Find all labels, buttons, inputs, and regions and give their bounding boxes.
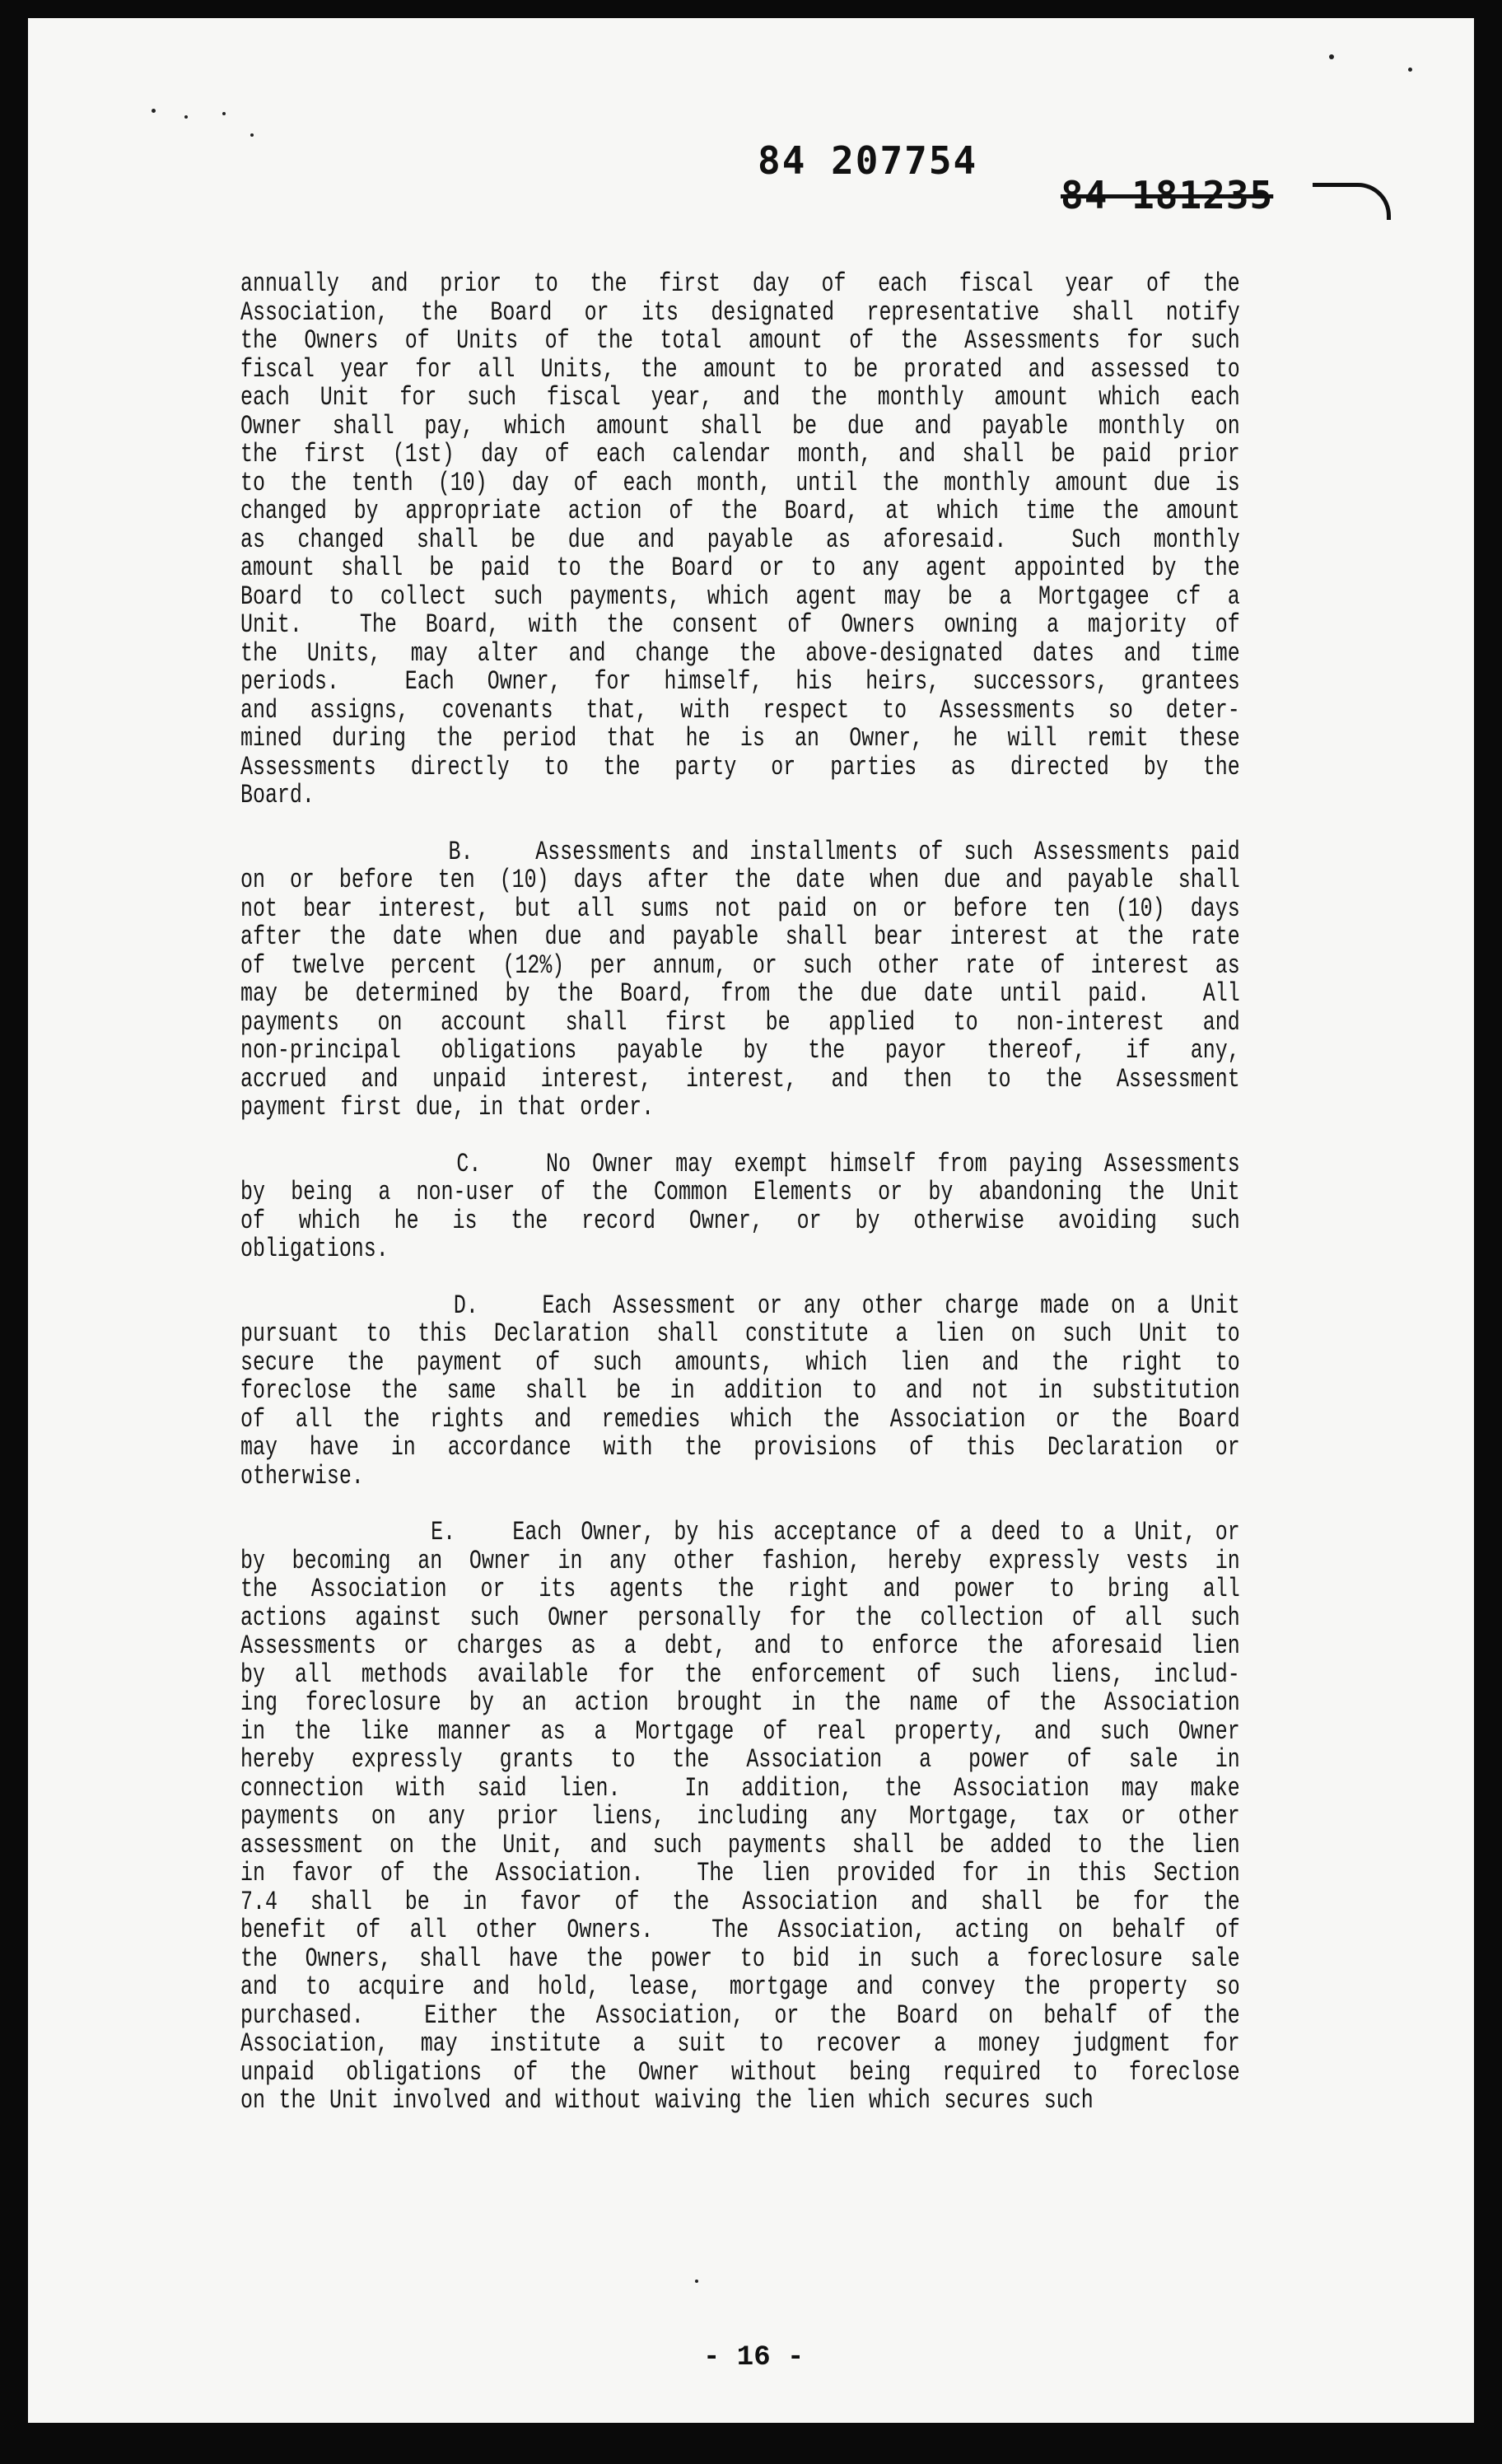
text-line: Association, may institute a suit to recover a money judgment for (240, 2030, 1240, 2059)
text-line: payment first due, in that order. (240, 1094, 655, 1122)
scan-speck (222, 112, 226, 115)
scan-speck (695, 2280, 698, 2283)
paragraph-c (240, 1150, 1240, 1264)
text-line: the Owners, shall have the power to bid in such a foreclosure sale (240, 1944, 1240, 1973)
text-line: on or before ten (10) days after the date when due and payable shall (240, 866, 1240, 895)
text-line: to the tenth (10) day of each month, until the monthly amount due is (240, 469, 1240, 497)
text-line: periods. Each Owner, for himself, his heirs, successors, grantees (240, 668, 1240, 697)
text-line: Owner shall pay, which amount shall be due and payable monthly on (240, 412, 1240, 441)
text-line: purchased. Either the Association, or the Board on behalf of the (240, 2001, 1240, 2030)
text-line: Unit. The Board, with the consent of Owners owning a majority of (240, 611, 1240, 640)
struck-recording-number: 84 181235 (1061, 173, 1274, 217)
text-line: Association, the Board or its designated representative shall notify (240, 298, 1240, 327)
text-line: and to acquire and hold, lease, mortgage and convey the property so (240, 1973, 1240, 2002)
scan-speck (1329, 54, 1334, 59)
text-line: after the date when due and payable shall bear interest at the rate (240, 923, 1240, 952)
text-line: benefit of all other Owners. The Association, acting on behalf of (240, 1916, 1240, 1945)
text-line: may have in accordance with the provisions of this Declaration or (240, 1434, 1240, 1463)
text-line: each Unit for such fiscal year, and the monthly amount which each (240, 384, 1240, 413)
text-line: payments on any prior liens, including any Mortgage, tax or other (240, 1803, 1240, 1832)
strike-through-mark (1313, 183, 1391, 220)
text-line: D. Each Assessment or any other charge made on a Unit (240, 1291, 1240, 1320)
text-line: in the like manner as a Mortgage of real property, and such Owner (240, 1717, 1240, 1746)
text-line: may be determined by the Board, from the due date until paid. All (240, 980, 1240, 1009)
text-line: changed by appropriate action of the Board, at which time the amount (240, 497, 1240, 526)
text-line: ing foreclosure by an action brought in the name of the Association (240, 1689, 1240, 1718)
scan-speck (184, 115, 188, 119)
text-line: connection with said lien. In addition, the Association may make (240, 1774, 1240, 1803)
text-line: by becoming an Owner in any other fashion, hereby expressly vests in (240, 1547, 1240, 1575)
text-line: otherwise. (240, 1462, 364, 1491)
text-line: Assessments or charges as a debt, and to enforce the aforesaid lien (240, 1632, 1240, 1661)
text-line: of twelve percent (12%) per annum, or such other rate of interest as (240, 951, 1240, 980)
text-line: 7.4 shall be in favor of the Association and shall be for the (240, 1888, 1240, 1916)
text-line: of all the rights and remedies which the Association or the Board (240, 1405, 1240, 1434)
text-line: payments on account shall first be applied to non-interest and (240, 1008, 1240, 1037)
text-line: accrued and unpaid interest, interest, and then to the Assessment (240, 1065, 1240, 1094)
text-line: mined during the period that he is an Owner, he will remit these (240, 725, 1240, 754)
recording-number: 84 207754 (758, 138, 978, 183)
text-line: on the Unit involved and without waiving the lien which secures such (240, 2087, 1094, 2116)
text-line: actions against such Owner personally for the collection of all such (240, 1603, 1240, 1632)
text-line: Board. (240, 782, 315, 810)
text-line: non-principal obligations payable by the payor thereof, if any, (240, 1037, 1240, 1066)
text-line: by all methods available for the enforcement of such liens, includ- (240, 1660, 1240, 1689)
text-line: pursuant to this Declaration shall constitute a lien on such Unit to (240, 1320, 1240, 1349)
text-line: the Owners of Units of the total amount of the Assessments for such (240, 327, 1240, 356)
text-line: assessment on the Unit, and such payments shall be added to the lien (240, 1831, 1240, 1860)
text-line: secure the payment of such amounts, which lien and the right to (240, 1348, 1240, 1377)
page-number: - 16 - (703, 2342, 805, 2373)
text-line: and assigns, covenants that, with respect to Assessments so deter- (240, 696, 1240, 725)
text-line: Board to collect such payments, which agent may be a Mortgagee cf a (240, 582, 1240, 611)
text-line: the first (1st) day of each calendar month, and shall be paid prior (240, 441, 1240, 469)
text-line: Assessments directly to the party or parties as directed by the (240, 753, 1240, 782)
paragraph-d (240, 1292, 1240, 1491)
text-line: not bear interest, but all sums not paid on or before ten (10) days (240, 894, 1240, 923)
text-line: amount shall be paid to the Board or to any agent appointed by the (240, 554, 1240, 583)
scan-speck (1408, 68, 1412, 72)
document-page (28, 18, 1474, 2423)
paragraph-e (240, 1519, 1240, 2116)
text-line: annually and prior to the first day of each fiscal year of the (240, 270, 1240, 299)
text-line: fiscal year for all Units, the amount to be prorated and assessed to (240, 355, 1240, 384)
text-line: by being a non-user of the Common Elements or by abandoning the Unit (240, 1178, 1240, 1207)
text-line: unpaid obligations of the Owner without being required to foreclose (240, 2058, 1240, 2087)
text-line: B. Assessments and installments of such Assessments paid (240, 838, 1240, 866)
text-line: hereby expressly grants to the Association a power of sale in (240, 1746, 1240, 1775)
text-line: obligations. (240, 1235, 389, 1264)
text-line: foreclose the same shall be in addition to and not in substitution (240, 1377, 1240, 1406)
text-line: the Association or its agents the right and power to bring all (240, 1575, 1240, 1604)
paragraph-a-continued (240, 270, 1240, 810)
text-line: E. Each Owner, by his acceptance of a deed to a Unit, or (240, 1519, 1240, 1547)
text-line: in favor of the Association. The lien provided for in this Section (240, 1860, 1240, 1888)
text-line: of which he is the record Owner, or by otherwise avoiding such (240, 1206, 1240, 1235)
text-line: as changed shall be due and payable as aforesaid. Such monthly (240, 525, 1240, 554)
scan-speck (250, 133, 254, 137)
text-line: C. No Owner may exempt himself from paying Assessments (240, 1150, 1240, 1178)
text-line: the Units, may alter and change the above-designated dates and time (240, 639, 1240, 668)
scan-speck (152, 109, 156, 113)
paragraph-b (240, 838, 1240, 1122)
declaration-body (240, 270, 1240, 2144)
